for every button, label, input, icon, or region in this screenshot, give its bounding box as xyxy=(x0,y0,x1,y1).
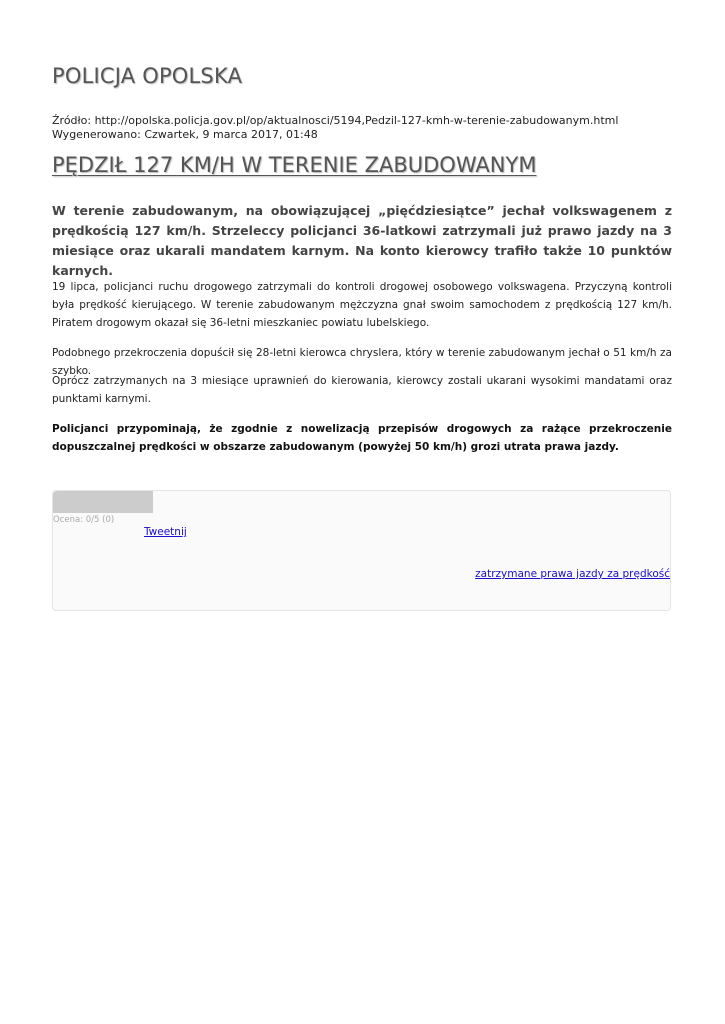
rating-text: Ocena: 0/5 (0) xyxy=(53,515,115,525)
article-footer-box xyxy=(52,490,671,611)
article-paragraph: Oprócz zatrzymanych na 3 miesiące uprawnień do kierowania, kierowcy zostali ukarani wysokimi mandatami oraz punktami karnymi. xyxy=(52,375,672,405)
tweet-link[interactable]: Tweetnij xyxy=(144,526,187,538)
source-line: Źródło: http://opolska.policja.gov.pl/op/aktualnosci/5194,Pedzil-127-kmh-w-terenie-zabudowanym.html xyxy=(52,114,619,127)
article-paragraph: Podobnego przekroczenia dopuścił się 28-letni kierowca chryslera, który w terenie zabudowanym jechał o 51 km/h za szybko. xyxy=(52,347,672,377)
meta-info xyxy=(52,114,618,142)
site-title: POLICJA OPOLSKA xyxy=(52,64,243,88)
article-lead: W terenie zabudowanym, na obowiązującej „pięćdziesiątce” jechał volkswagenem z prędkością 127 km/h. Strzeleccy policjanci 36-latkowi zatrzymali już prawo jazdy na 3 miesiące oraz ukarali mandatem karnym. Na konto kierowcy trafiło także 10 punktów karnych. xyxy=(52,203,672,278)
generated-line: Wygenerowano: Czwartek, 9 marca 2017, 01:48 xyxy=(52,128,318,141)
article-paragraph-bold: Policjanci przypominają, że zgodnie z nowelizacją przepisów drogowych za rażące przekroczenie dopuszczalnej prędkości w obszarze zabudowanym (powyżej 50 km/h) grozi utrata prawa jazdy. xyxy=(52,423,672,453)
article-title: PĘDZIŁ 127 KM/H W TERENIE ZABUDOWANYM xyxy=(52,153,537,177)
rating-stars-bar[interactable] xyxy=(53,491,153,513)
article-paragraph: 19 lipca, policjanci ruchu drogowego zatrzymali do kontroli drogowej osobowego volkswagena. Przyczyną kontroli była prędkość kierującego. W terenie zabudowanym mężczyzna gnał swoim samochodem z prędkością 127 km/h. Piratem drogowym okazał się 36-letni mieszkaniec powiatu lubelskiego. xyxy=(52,281,672,329)
tag-link[interactable]: zatrzymane prawa jazdy za prędkość xyxy=(475,568,670,580)
